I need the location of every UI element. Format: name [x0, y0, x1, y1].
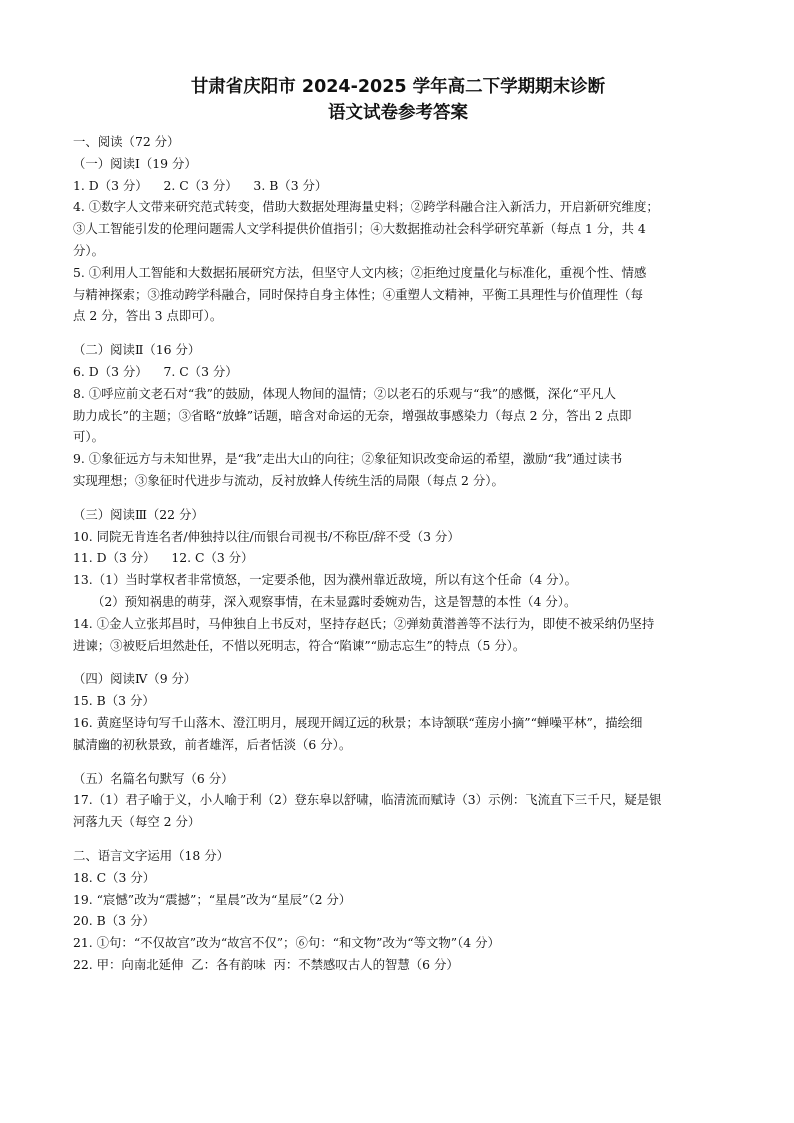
answer-line: 18. C（3 分）: [73, 869, 156, 885]
answer-line: 可）。: [73, 429, 104, 445]
document-title: 甘肃省庆阳市 2024-2025 学年高二下学期期末诊断: [190, 77, 606, 97]
answer-line: 20. B（3 分）: [73, 913, 155, 929]
answer-line: （2）预知祸患的萌芽，深入观察事情，在未显露时委婉劝告，这是智慧的本性（4 分）。: [92, 593, 577, 609]
spacer: [73, 327, 723, 339]
answer-line: 19. “宸憾”改为“震撼”；“星晨”改为“星辰”（2 分）: [73, 891, 352, 907]
subsection-heading: （一）阅读Ⅰ（19 分）: [73, 155, 197, 171]
spacer: [73, 756, 723, 768]
answer-line: 进谏；③被贬后坦然赴任，不惜以死明志，符合“陷谏”“励志忘生”的特点（5 分）。: [73, 637, 526, 653]
answer-line: 15. B（3 分）: [73, 693, 155, 709]
answer-line: 22. 甲：向南北延伸 乙：各有韵味 丙：不禁感叹古人的智慧（6 分）: [73, 956, 459, 972]
answer-line: 腻清幽的初秋景致，前者雄浑，后者恬淡（6 分）。: [73, 736, 352, 752]
answer-line: 河落九天（每空 2 分）: [73, 814, 201, 830]
answer-line: 助力成长”的主题；③省略“放蜂”话题，暗含对命运的无奈，增强故事感染力（每点 2 分，答出 2 点即: [73, 407, 632, 423]
answer-line: 点 2 分，答出 3 点即可）。: [73, 308, 223, 324]
document-subtitle: 语文试卷参考答案: [328, 103, 468, 123]
answer-line: 9. ①象征远方与未知世界，是“我”走出大山的向往；②象征知识改变命运的希望，激励“我”通过读书: [73, 451, 623, 467]
section-heading: 二、语言文字运用（18 分）: [73, 847, 230, 863]
subsection-heading: （五）名篇名句默写（6 分）: [73, 770, 234, 786]
answer-line: 分）。: [73, 242, 104, 258]
spacer: [73, 656, 723, 668]
answer-line: 10. 同院无肯连名者/伸独持以往/而银台司视书/不称臣/辞不受（3 分）: [73, 528, 460, 544]
answer-line: 17.（1）君子喻于义，小人喻于利（2）登东皋以舒啸，临清流而赋诗（3）示例：飞流直下三千尺，疑是银: [73, 792, 662, 808]
answer-line: 5. ①利用人工智能和大数据拓展研究方法，但坚守人文内核；②拒绝过度量化与标准化，重视个性、情感: [73, 264, 647, 280]
answer-line: 1. D（3 分） 2. C（3 分） 3. B（3 分）: [73, 177, 328, 193]
answer-line: 与精神探索；③推动跨学科融合，同时保持自身主体性；④重塑人文精神，平衡工具理性与价值理性（每: [73, 286, 643, 302]
answer-line: 8. ①呼应前文老石对“我”的鼓励，体现人物间的温情；②以老石的乐观与“我”的感慨，深化“平凡人: [73, 385, 617, 401]
answer-line: 21. ①句：“不仅故宫”改为“故宫不仅”；⑥句：“和文物”改为“等文物”（4 分）: [73, 935, 500, 951]
section-heading: 一、阅读（72 分）: [73, 134, 180, 149]
answer-sheet-page: [73, 70, 723, 976]
answer-line: 4. ①数字人文带来研究范式转变，借助大数据处理海量史料；②跨学科融合注入新活力，开启新研究维度；: [73, 199, 659, 215]
answer-line: ③人工智能引发的伦理问题需人文学科提供价值指引；④大数据推动社会科学研究革新（每点 1 分，共 4: [73, 221, 646, 237]
subsection-heading: （三）阅读Ⅲ（22 分）: [73, 506, 204, 522]
answer-line: 11. D（3 分） 12. C（3 分）: [73, 550, 254, 566]
answer-line: 实现理想；③象征时代进步与流动，反衬放蜂人传统生活的局限（每点 2 分）。: [73, 472, 504, 488]
answer-line: 13.（1）当时掌权者非常愤怒，一定要杀他，因为濮州靠近敌境，所以有这个任命（4 分）。: [73, 572, 578, 588]
answer-line: 14. ①金人立张邦昌时，马伸独自上书反对，坚持存赵氏；②弹劾黄潜善等不法行为，即使不被采纳仍坚持: [73, 615, 655, 631]
spacer: [73, 833, 723, 845]
spacer: [73, 492, 723, 504]
subsection-heading: （四）阅读Ⅳ（9 分）: [73, 671, 197, 687]
answer-line: 16. 黄庭坚诗句写千山落木、澄江明月，展现开阔辽远的秋景；本诗颔联“莲房小摘”“蝉噪平林”，描绘细: [73, 714, 643, 730]
answer-line: 6. D（3 分） 7. C（3 分）: [73, 363, 238, 379]
subsection-heading: （二）阅读Ⅱ（16 分）: [73, 342, 201, 358]
